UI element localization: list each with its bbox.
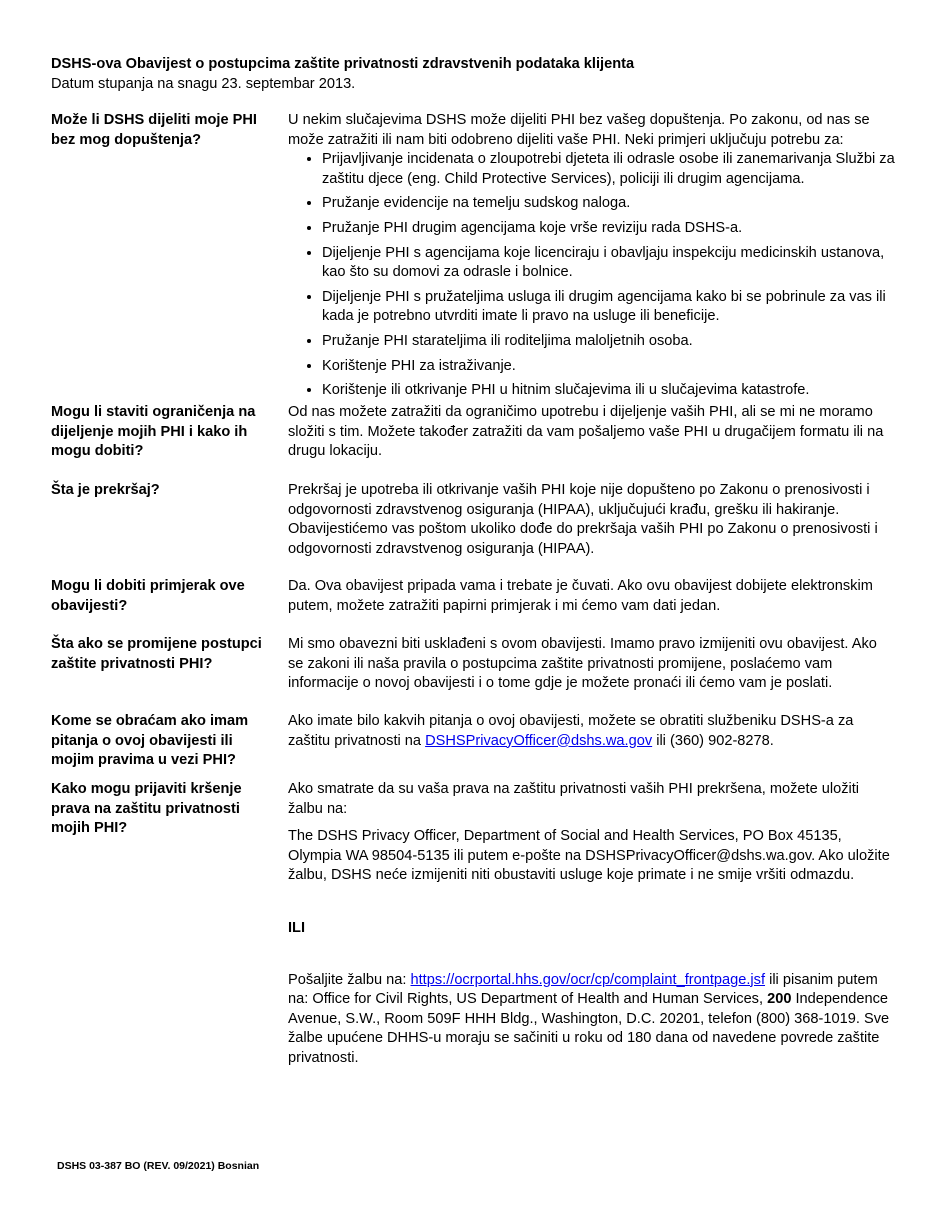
ocr-street-number: 200: [767, 991, 792, 1008]
list-item: • Pružanje PHI starateljima ili roditeljima maloljetnih osoba.: [322, 332, 896, 352]
ocr-text-middle: ili pisanim putem na: Office for Civil Rights, US Department of Health and Human Services,: [288, 971, 878, 1008]
question-heading: Kome se obraćam ako imam pitanja o ovoj obavijesti ili mojim pravima u vezi PHI?: [51, 713, 249, 769]
question-heading: Kako mogu prijaviti kršenje prava na zaštitu privatnosti mojih PHI?: [51, 781, 242, 837]
effective-date: Datum stupanja na snagu 23. septembar 2013.: [51, 75, 356, 92]
list-item: • Prijavljivanje incidenata o zloupotrebi djeteta ili odrasle osobe ili zanemarivanja Službi za zaštitu djece (eng. Child Protective Services), policiji ili drugim agencijama.: [322, 150, 896, 189]
answer-text: Od nas možete zatražiti da ograničimo upotrebu i dijeljenje vaših PHI, ali se mi ne moramo složiti s tim. Možete također zatražiti da vam pošaljemo vaše PHI u drugačijem formatu ili na drugu lokaciju.: [288, 404, 884, 460]
question-heading: Mogu li dobiti primjerak ove obavijesti?: [51, 578, 245, 614]
privacy-officer-email-link[interactable]: DSHSPrivacyOfficer@dshs.wa.gov: [425, 732, 653, 749]
ocr-text-start: Pošaljite žalbu na:: [288, 971, 411, 988]
list-item: • Pružanje PHI drugim agencijama koje vrše reviziju rada DSHS-a.: [322, 219, 896, 239]
ocr-text-end: Independence Avenue, S.W., Room 509F HHH Bldg., Washington, D.C. 20201, telefon (800) 368-1019. Sve žalbe upućene DHHS-u moraju se sačiniti u roku od 180 dana od navedene povrede zaštite privatnosti.: [288, 991, 890, 1066]
list-item: • Dijeljenje PHI s agencijama koje licenciraju i obavljaju inspekciju medicinskih ustanova, kao što su domovi za odrasle i bolnice.: [322, 244, 896, 283]
dshs-privacy-officer-address: The DSHS Privacy Officer, Department of Social and Health Services, PO Box 45135, Olympia WA 98504-5135 ili putem e-pošte na DSHSPrivacyOfficer@dshs.wa.gov. Ako uložite žalbu, DSHS neće izmijeniti niti obustaviti usluge koje primate i ne smije vršiti odmazdu.: [288, 828, 890, 884]
question-heading: Šta ako se promijene postupci zaštite privatnosti PHI?: [51, 636, 262, 672]
list-item: • Korištenje ili otkrivanje PHI u hitnim slučajevima ili u slučajevima katastrofe.: [322, 381, 896, 401]
answer-intro: U nekim slučajevima DSHS može dijeliti PHI bez vašeg dopuštenja. Po zakonu, od nas se može zatražiti ili nam biti odobreno dijeliti vaše PHI. Neki primjeri uključuju potrebu za:: [288, 112, 870, 148]
answer-text: Da. Ova obavijest pripada vama i trebate je čuvati. Ako ovu obavijest dobijete elektronskim putem, možete zatražiti papirni primjerak i mi ćemo vam dati jedan.: [288, 578, 873, 614]
answer-text: Prekršaj je upotreba ili otkrivanje vaših PHI koje nije dopušteno po Zakonu o prenosivosti i odgovornosti zdravstvenog osiguranja (HIPAA), uključujući krađu, grešku ili hakiranje. Obavijestićemo vas poštom ukoliko dođe do prekršaja vaših PHI po Zakonu o prenosivosti i odgovornosti zdravstvenog osiguranja (HIPAA).: [288, 482, 878, 557]
answer-text-start: Ako imate bilo kakvih pitanja o ovoj obavijesti, možete se obratiti službeniku DSHS-a za zaštitu privatnosti na: [288, 713, 854, 749]
examples-list: [288, 150, 896, 401]
answer-text-end: ili (360) 902-8278.: [652, 732, 774, 749]
document-header: [51, 55, 634, 94]
answer-text: [288, 780, 896, 1069]
question-heading: Šta je prekršaj?: [51, 482, 160, 498]
ocr-portal-link[interactable]: https://ocrportal.hhs.gov/ocr/cp/complaint_frontpage.jsf: [410, 971, 766, 988]
document-title: DSHS-ova Obavijest o postupcima zaštite privatnosti zdravstvenih podataka klijenta: [51, 56, 635, 72]
list-item: • Pružanje evidencije na temelju sudskog naloga.: [322, 194, 896, 214]
question-heading: Mogu li staviti ograničenja na dijeljenje mojih PHI i kako ih mogu dobiti?: [51, 404, 256, 460]
list-item: • Dijeljenje PHI s pružateljima usluga ili drugim agencijama kako bi se pobrinule za vas ili kada je potrebno utvrditi imate li pravo na usluge ili beneficije.: [322, 288, 896, 327]
answer-text: Mi smo obavezni biti usklađeni s ovom obavijesti. Imamo pravo izmijeniti ovu obavijest. Ako se zakoni ili naša pravila o postupcima zaštite privatnosti promijene, poslaćemo vam informacije o novoj obavijesti i o tome gdje je možete pronaći ili ćemo vam je poslati.: [288, 636, 877, 692]
or-separator: ILI: [288, 919, 306, 936]
ocr-complaint-paragraph: [288, 971, 896, 1069]
list-item: • Korištenje PHI za istraživanje.: [322, 357, 896, 377]
form-identifier: DSHS 03-387 BO (REV. 09/2021) Bosnian: [57, 1160, 260, 1172]
answer-text: [288, 111, 896, 406]
complaint-intro: Ako smatrate da su vaša prava na zaštitu privatnosti vaših PHI prekršena, možete uložiti žalbu na:: [288, 781, 860, 817]
answer-text: [288, 712, 896, 751]
question-heading: Može li DSHS dijeliti moje PHI bez mog dopuštenja?: [51, 112, 257, 148]
